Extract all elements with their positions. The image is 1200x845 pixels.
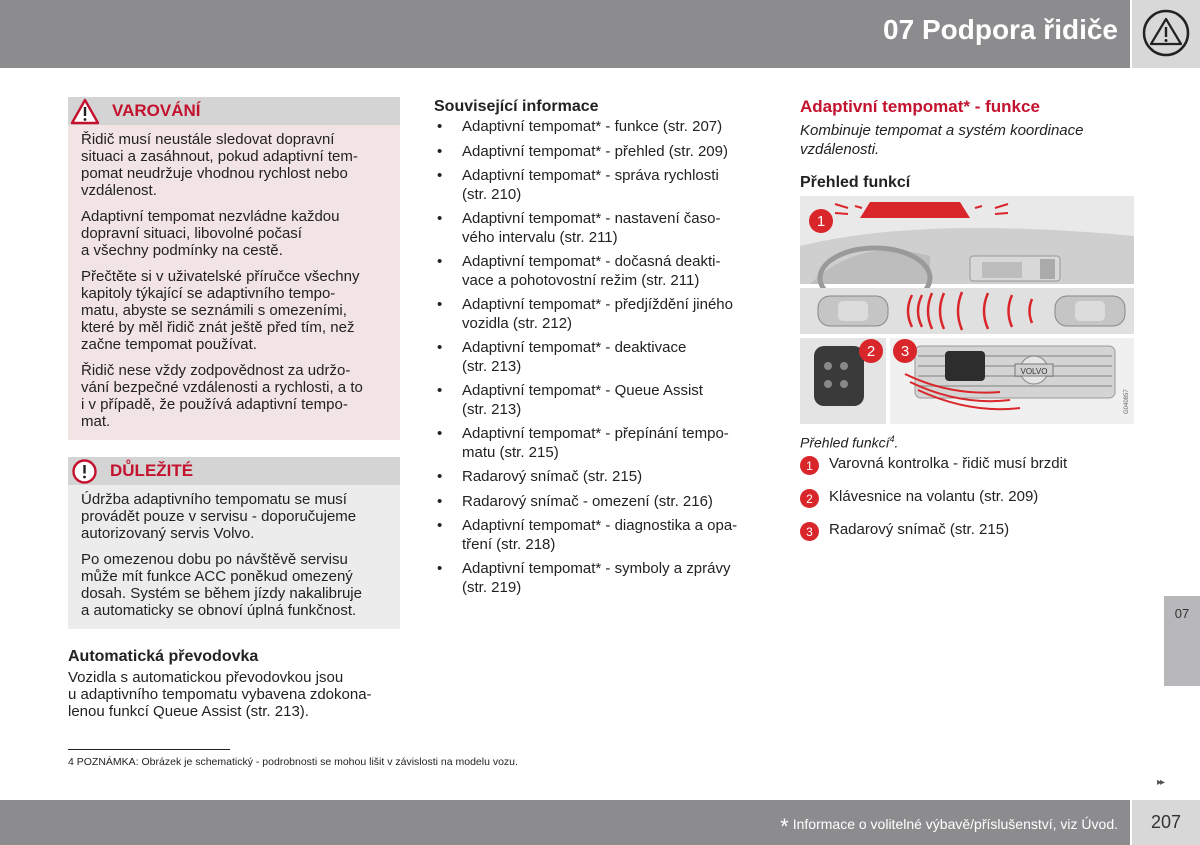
warning-icon	[70, 98, 100, 125]
function-title: Adaptivní tempomat* - funkce	[800, 97, 1040, 116]
next-page-arrows-icon[interactable]: ▸▸	[1157, 777, 1164, 788]
related-link[interactable]: • Adaptivní tempomat* - deaktivace (str. 213)	[437, 339, 687, 375]
related-link[interactable]: • Adaptivní tempomat* - symboly a zprávy (str. 219)	[437, 560, 731, 596]
footnote-divider	[68, 749, 230, 750]
legend-item: 2 Klávesnice na volantu (str. 209)	[800, 488, 1130, 510]
related-link[interactable]: • Adaptivní tempomat* - Queue Assist (str. 213)	[437, 382, 703, 418]
number-badge-icon	[800, 489, 819, 508]
callout-badge	[808, 208, 834, 234]
figure-caption: Přehled funkcí$^4$.	[800, 434, 899, 451]
legend-item: 1 Varovná kontrolka - řidič musí brzdit	[800, 455, 1130, 477]
warning-paragraph: Přečtěte si v uživatelské příručce všechny kapitoly týkající se adaptivního tempo- matu, abyste se seznámili s omezeními, které by měl řidič znát ještě před tím, než začne tempomat používat.	[81, 268, 360, 353]
warning-paragraph: Řidič musí neustále sledovat dopravní situaci a zasáhnout, pokud adaptivní tem- pomat neudržuje vhodnou rychlost nebo vzdálenost.	[81, 131, 358, 199]
svg-text:VOLVO: VOLVO	[1020, 367, 1048, 376]
warning-paragraph: Řidič nese vždy zodpovědnost za udržo- vání bezpečné vzdálenosti a rychlosti, a to i v případě, že používá adaptivní tempo- mat.	[81, 362, 363, 430]
related-link[interactable]: • Adaptivní tempomat* - přehled (str. 209)	[437, 142, 728, 160]
related-list	[434, 118, 774, 603]
warning-paragraph: Adaptivní tempomat nezvládne každou dopravní situaci, libovolné počasí a všechny podmínky na cestě.	[81, 208, 340, 259]
overview-figure	[800, 196, 1134, 424]
related-link[interactable]: • Adaptivní tempomat* - funkce (str. 207)	[437, 118, 723, 135]
legend-item: 3 Radarový snímač (str. 215)	[800, 521, 1130, 543]
svg-text:2: 2	[866, 343, 876, 360]
related-link[interactable]: • Adaptivní tempomat* - správa rychlosti (str. 210)	[437, 167, 719, 203]
svg-text:2: 2	[806, 492, 813, 506]
related-heading: Související informace	[434, 98, 599, 115]
warning-title: VAROVÁNÍ	[112, 101, 201, 120]
callout-badge	[892, 338, 918, 364]
page-number: 207	[1150, 812, 1182, 832]
number-badge-icon	[800, 456, 819, 475]
svg-text:3: 3	[806, 525, 813, 539]
related-link[interactable]: • Adaptivní tempomat* - přepínání tempo- matu (str. 215)	[437, 425, 729, 461]
gearbox-heading: Automatická převodovka	[68, 648, 259, 665]
chapter-icon-box	[1132, 0, 1200, 68]
important-icon	[71, 458, 98, 485]
footer-note: * Informace o volitelné výbavě/příslušenství, viz Úvod.	[780, 814, 1118, 839]
related-link[interactable]: • Radarový snímač - omezení (str. 216)	[437, 492, 713, 510]
related-link[interactable]: • Adaptivní tempomat* - nastavení časo- vého intervalu (str. 211)	[437, 210, 721, 246]
callout-badge	[858, 338, 884, 364]
related-link[interactable]: • Adaptivní tempomat* - předjíždění jiného vozidla (str. 212)	[437, 296, 733, 332]
svg-text:3: 3	[900, 343, 910, 360]
important-paragraph: Údržba adaptivního tempomatu se musí provádět pouze v servisu - doporučujeme autorizovaný servis Volvo.	[81, 491, 357, 542]
chapter-side-tab-label: 07	[1174, 606, 1190, 621]
important-text	[81, 491, 393, 628]
figure-illustration	[800, 196, 1134, 424]
important-paragraph: Po omezenou dobu po návštěvě servisu může mít funkce ACC poněkud omezený dosah. Systém se během jízdy nakalibruje a automaticky se obnoví úplná funkčnost.	[81, 551, 362, 619]
warning-text	[81, 131, 393, 439]
gearbox-text: Vozidla s automatickou převodovkou jsou u adaptivního tempomatu vybavena zdokona- lenou funkcí Queue Assist (str. 213).	[68, 669, 372, 720]
related-link[interactable]: • Adaptivní tempomat* - diagnostika a opa- tření (str. 218)	[437, 517, 738, 553]
footnote: 4 POZNÁMKA: Obrázek je schematický - podrobnosti se mohou lišit v závislosti na modelu vozu.	[68, 756, 518, 768]
overview-heading: Přehled funkcí	[800, 174, 911, 191]
svg-text:1: 1	[816, 213, 826, 230]
svg-text:1: 1	[806, 459, 813, 473]
important-title: DŮLEŽITÉ	[110, 461, 194, 480]
related-link[interactable]: • Radarový snímač (str. 215)	[437, 468, 643, 485]
related-link[interactable]: • Adaptivní tempomat* - dočasná deakti- vace a pohotovostní režim (str. 211)	[437, 253, 721, 289]
warning-triangle-icon	[1132, 0, 1200, 68]
function-subtitle: Kombinuje tempomat a systém koordinace vzdálenosti.	[800, 122, 1084, 158]
chapter-title: 07 Podpora řidiče	[883, 14, 1118, 45]
number-badge-icon	[800, 522, 819, 541]
svg-text:G040857: G040857	[1124, 389, 1130, 414]
